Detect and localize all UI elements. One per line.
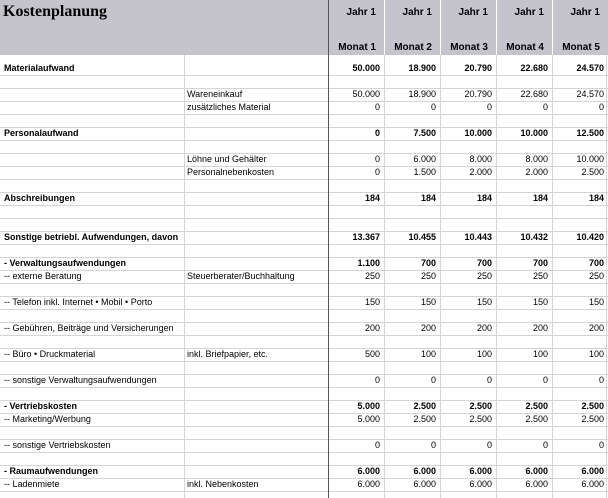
value-cell: 6.000 (357, 479, 380, 489)
month-header-1: Monat 1 (338, 42, 376, 53)
value-cell: 100 (476, 349, 492, 359)
value-cell: 8.000 (469, 154, 492, 164)
row-sublabel: Wareneinkauf (187, 89, 243, 99)
value-cell: 10.455 (408, 232, 436, 242)
value-cell: 0 (374, 128, 380, 138)
value-cell: 6.000 (469, 479, 492, 489)
value-cell: 100 (420, 349, 436, 359)
value-cell: 0 (486, 375, 492, 385)
row-label: - Verwaltungsaufwendungen (4, 258, 127, 268)
value-cell: 700 (532, 258, 548, 268)
value-cell: 6.000 (525, 479, 548, 489)
value-cell: 1.100 (357, 258, 380, 268)
value-cell: 18.900 (408, 63, 436, 73)
table-row (0, 140, 608, 153)
value-cell: 12.500 (576, 128, 604, 138)
value-cell: 200 (364, 323, 380, 333)
row-label: Personalaufwand (4, 128, 79, 138)
year-header-5: Jahr 1 (570, 7, 600, 18)
value-cell: 150 (532, 297, 548, 307)
value-cell: 150 (476, 297, 492, 307)
value-cell: 2.500 (413, 414, 436, 424)
table-row (0, 335, 608, 348)
value-cell: 100 (532, 349, 548, 359)
table-row (0, 322, 608, 335)
value-cell: 700 (420, 258, 436, 268)
value-cell: 2.500 (469, 401, 492, 411)
value-cell: 18.900 (408, 89, 436, 99)
value-cell: 22.680 (520, 63, 548, 73)
value-cell: 250 (476, 271, 492, 281)
row-label: - Vertriebskosten (4, 401, 78, 411)
header-divider (328, 0, 329, 498)
table-row (0, 348, 608, 361)
table-row (0, 205, 608, 218)
value-cell: 2.500 (581, 401, 604, 411)
table-row (0, 400, 608, 413)
table-row (0, 283, 608, 296)
value-cell: 22.680 (520, 89, 548, 99)
value-cell: 20.790 (464, 89, 492, 99)
table-row (0, 465, 608, 478)
month-header-5: Monat 5 (562, 42, 600, 53)
value-cell: 100 (588, 349, 604, 359)
value-cell: 250 (588, 271, 604, 281)
row-sublabel: inkl. Nebenkosten (187, 479, 259, 489)
value-cell: 250 (532, 271, 548, 281)
month-header-3: Monat 3 (450, 42, 488, 53)
value-cell: 0 (374, 102, 380, 112)
value-cell: 0 (542, 375, 548, 385)
row-label: -- externe Beratung (4, 271, 82, 281)
value-cell: 6.000 (469, 466, 492, 476)
value-cell: 5.000 (357, 414, 380, 424)
table-row (0, 309, 608, 322)
value-cell: 184 (532, 193, 548, 203)
value-cell: 2.500 (525, 414, 548, 424)
table-row (0, 127, 608, 140)
table-row (0, 166, 608, 179)
row-label: - Raumaufwendungen (4, 466, 98, 476)
value-cell: 0 (486, 440, 492, 450)
row-label: -- Gebühren, Beiträge und Versicherungen (4, 323, 174, 333)
value-cell: 13.367 (352, 232, 380, 242)
year-header-4: Jahr 1 (514, 7, 544, 18)
value-cell: 0 (486, 102, 492, 112)
table-row (0, 439, 608, 452)
row-sublabel: Steuerberater/Buchhaltung (187, 271, 295, 281)
value-cell: 6.000 (413, 154, 436, 164)
value-cell: 10.000 (464, 128, 492, 138)
value-cell: 6.000 (581, 466, 604, 476)
year-header-3: Jahr 1 (458, 7, 488, 18)
row-label: Sonstige betriebl. Aufwendungen, davon (4, 232, 179, 242)
value-cell: 200 (532, 323, 548, 333)
table-row (0, 361, 608, 374)
value-cell: 2.000 (525, 167, 548, 177)
value-cell: 5.000 (357, 401, 380, 411)
value-cell: 0 (542, 440, 548, 450)
value-cell: 7.500 (413, 128, 436, 138)
value-cell: 150 (364, 297, 380, 307)
year-header-1: Jahr 1 (346, 7, 376, 18)
value-cell: 0 (430, 440, 436, 450)
value-cell: 0 (598, 102, 604, 112)
table-row (0, 296, 608, 309)
month-header-4: Monat 4 (506, 42, 544, 53)
value-cell: 24.570 (576, 89, 604, 99)
table-row (0, 231, 608, 244)
row-label: Abschreibungen (4, 193, 76, 203)
value-cell: 150 (420, 297, 436, 307)
value-cell: 200 (588, 323, 604, 333)
sheet-title: Kostenplanung (3, 3, 108, 20)
value-cell: 184 (364, 193, 380, 203)
row-sublabel: zusätzliches Material (187, 102, 271, 112)
table-row (0, 153, 608, 166)
table-row (0, 218, 608, 231)
row-label: -- Telefon inkl. Internet • Mobil • Porto (4, 297, 153, 307)
value-cell: 50.000 (352, 89, 380, 99)
value-cell: 200 (476, 323, 492, 333)
value-cell: 10.432 (520, 232, 548, 242)
table-row (0, 387, 608, 400)
row-sublabel: Löhne und Gehälter (187, 154, 267, 164)
value-cell: 10.000 (576, 154, 604, 164)
year-header-2: Jahr 1 (402, 7, 432, 18)
value-cell: 150 (588, 297, 604, 307)
value-cell: 6.000 (581, 479, 604, 489)
value-cell: 2.500 (469, 414, 492, 424)
value-cell: 24.570 (576, 63, 604, 73)
table-row (0, 179, 608, 192)
row-label: -- Büro • Druckmaterial (4, 349, 96, 359)
row-label: -- Marketing/Werbung (4, 414, 91, 424)
row-label: -- sonstige Vertriebskosten (4, 440, 111, 450)
value-cell: 2.500 (581, 414, 604, 424)
value-cell: 0 (542, 102, 548, 112)
table-row (0, 244, 608, 257)
table-row (0, 114, 608, 127)
row-label: Materialaufwand (4, 63, 75, 73)
value-cell: 0 (374, 440, 380, 450)
value-cell: 700 (476, 258, 492, 268)
value-cell: 0 (598, 440, 604, 450)
table-row (0, 88, 608, 101)
value-cell: 10.443 (464, 232, 492, 242)
value-cell: 184 (588, 193, 604, 203)
value-cell: 700 (588, 258, 604, 268)
value-cell: 6.000 (357, 466, 380, 476)
value-cell: 200 (420, 323, 436, 333)
value-cell: 0 (598, 375, 604, 385)
value-cell: 2.500 (413, 401, 436, 411)
value-cell: 6.000 (413, 466, 436, 476)
value-cell: 2.000 (469, 167, 492, 177)
value-cell: 10.000 (520, 128, 548, 138)
table-row (0, 478, 608, 491)
table-row (0, 192, 608, 205)
row-sublabel: inkl. Briefpapier, etc. (187, 349, 269, 359)
value-cell: 2.500 (581, 167, 604, 177)
value-cell: 0 (430, 102, 436, 112)
table-row (0, 62, 608, 75)
value-cell: 500 (364, 349, 380, 359)
table-row (0, 374, 608, 387)
value-cell: 250 (364, 271, 380, 281)
value-cell: 1.500 (413, 167, 436, 177)
value-cell: 6.000 (413, 479, 436, 489)
row-label: -- Ladenmiete (4, 479, 60, 489)
table-row (0, 101, 608, 114)
table-row (0, 452, 608, 465)
value-cell: 0 (430, 375, 436, 385)
value-cell: 184 (476, 193, 492, 203)
month-header-2: Monat 2 (394, 42, 432, 53)
value-cell: 10.420 (576, 232, 604, 242)
value-cell: 20.790 (464, 63, 492, 73)
table-row (0, 75, 608, 88)
value-cell: 250 (420, 271, 436, 281)
value-cell: 0 (374, 154, 380, 164)
table-row (0, 413, 608, 426)
value-cell: 0 (374, 167, 380, 177)
value-cell: 50.000 (352, 63, 380, 73)
row-sublabel: Personalnebenkosten (187, 167, 275, 177)
grid-hline (0, 491, 608, 492)
table-row (0, 270, 608, 283)
table-row (0, 426, 608, 439)
table-row (0, 257, 608, 270)
value-cell: 2.500 (525, 401, 548, 411)
value-cell: 6.000 (525, 466, 548, 476)
value-cell: 8.000 (525, 154, 548, 164)
value-cell: 0 (374, 375, 380, 385)
value-cell: 184 (420, 193, 436, 203)
row-label: -- sonstige Verwaltungsaufwendungen (4, 375, 157, 385)
